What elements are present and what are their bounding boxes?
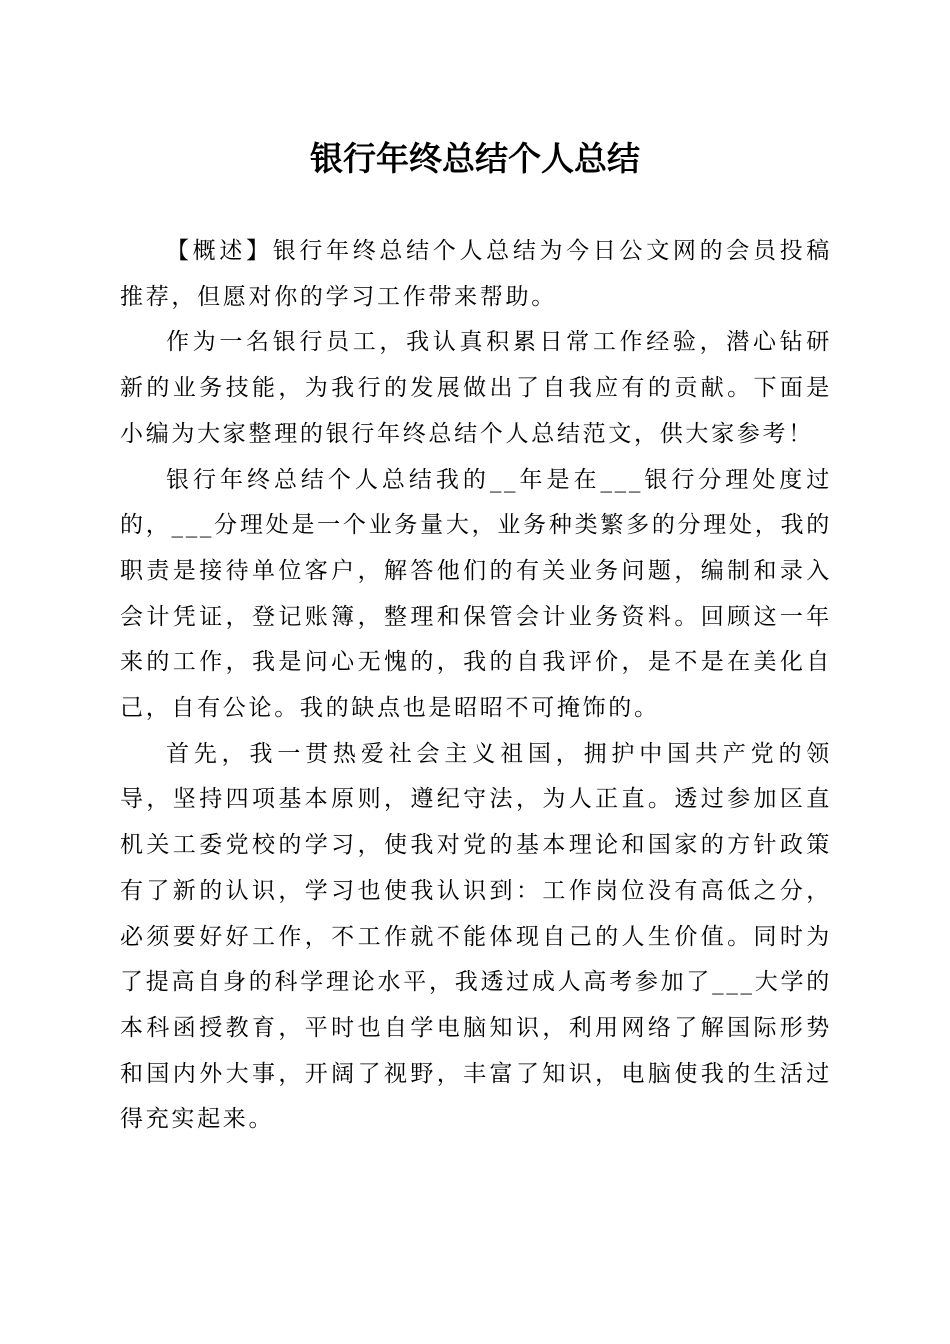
paragraph-intro: 作为一名银行员工，我认真积累日常工作经验，潜心钻研新的业务技能，为我行的发展做出了自我应有的贡献。下面是小编为大家整理的银行年终总结个人总结范文，供大家参考！ <box>120 329 832 447</box>
paragraph-work-description: 银行年终总结个人总结我的__年是在___银行分理处度过的，___分理处是一个业务量大，业务种类繁多的分理处，我的职责是接待单位客户，解答他们的有关业务问题，编制和录入会计凭证，登记账簿，整理和保管会计业务资料。回顾这一年来的工作，我是问心无愧的，我的自我评价，是不是在美化自己，自有公论。我的缺点也是昭昭不可掩饰的。 <box>120 466 832 722</box>
document-title: 银行年终总结个人总结 <box>310 139 640 178</box>
paragraph-political-study: 首先，我一贯热爱社会主义祖国，拥护中国共产党的领导，坚持四项基本原则，遵纪守法，为人正直。透过参加区直机关工委党校的学习，使我对党的基本理论和国家的方针政策有了新的认识，学习也使我认识到：工作岗位没有高低之分，必须要好好工作，不工作就不能体现自己的人生价值。同时为了提高自身的科学理论水平，我透过成人高考参加了___大学的本科函授教育，平时也自学电脑知识，利用网络了解国际形势和国内外大事，开阔了视野，丰富了知识，电脑使我的生活过得充实起来。 <box>120 740 832 1133</box>
document-body <box>120 229 832 1143</box>
paragraph-overview: 【概述】银行年终总结个人总结为今日公文网的会员投稿推荐，但愿对你的学习工作带来帮助。 <box>120 238 832 310</box>
